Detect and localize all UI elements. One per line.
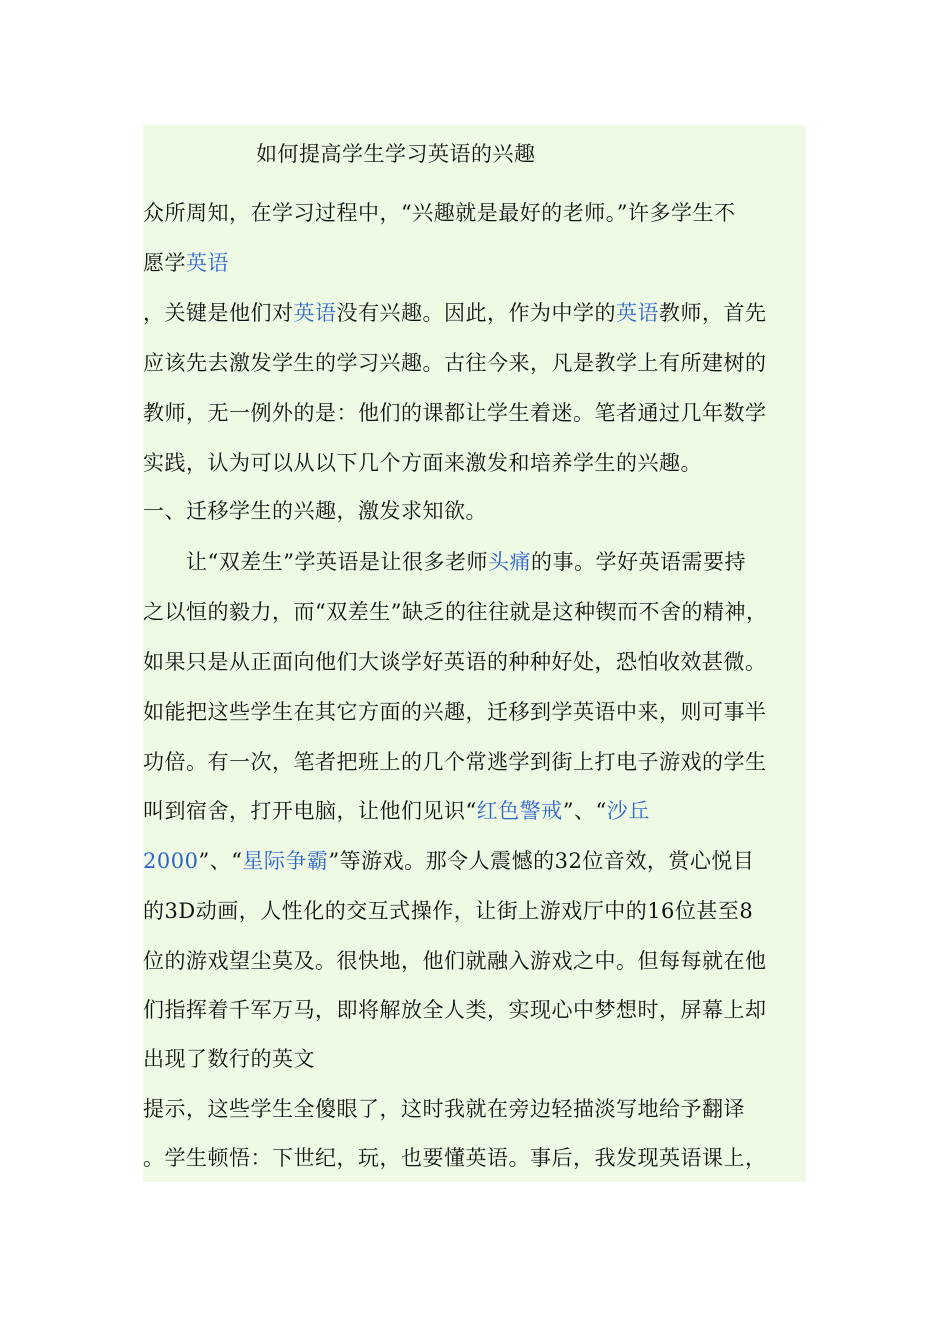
document-title: 如何提高学生学习英语的兴趣: [256, 142, 536, 166]
keyword-link[interactable]: 星际争霸: [242, 849, 329, 873]
paragraph-line: 2000”、“星际争霸”等游戏。那令人震憾的32位音效，赏心悦目: [143, 849, 755, 873]
paragraph-line: 。学生顿悟：下世纪，玩，也要懂英语。事后，我发现英语课上，: [143, 1146, 767, 1170]
section-heading: 一、迁移学生的兴趣，激发求知欲。: [143, 499, 487, 523]
paragraph-line: 愿学英语: [143, 251, 229, 275]
keyword-link[interactable]: 红色警戒: [476, 799, 563, 823]
paragraph-line: 让“双差生”学英语是让很多老师头痛的事。学好英语需要持: [143, 550, 746, 574]
paragraph-line: 们指挥着千军万马，即将解放全人类，实现心中梦想时，屏幕上却: [143, 998, 767, 1022]
paragraph-line: 的3D动画，人性化的交互式操作，让街上游戏厅中的16位甚至8: [143, 899, 754, 923]
paragraph-line: 提示，这些学生全傻眼了，这时我就在旁边轻描淡写地给予翻译: [143, 1097, 745, 1121]
paragraph-line: 叫到宿舍，打开电脑，让他们见识“红色警戒”、“沙丘: [143, 799, 650, 823]
keyword-link[interactable]: 英语: [186, 251, 229, 275]
keyword-link[interactable]: 2000: [143, 849, 199, 873]
keyword-link[interactable]: 头痛: [487, 550, 531, 574]
paragraph-line: 教师，无一例外的是：他们的课都让学生着迷。笔者通过几年数学: [143, 401, 767, 425]
paragraph-line: ，关键是他们对英语没有兴趣。因此，作为中学的英语教师，首先: [143, 301, 767, 325]
document-content: [143, 125, 806, 1182]
paragraph-line: 出现了数行的英文: [143, 1047, 315, 1071]
keyword-link[interactable]: 英语: [293, 301, 337, 325]
paragraph-line: 功倍。有一次，笔者把班上的几个常逃学到街上打电子游戏的学生: [143, 750, 767, 774]
paragraph-line: 众所周知，在学习过程中，“兴趣就是最好的老师。”许多学生不: [143, 201, 736, 225]
paragraph-line: 如能把这些学生在其它方面的兴趣，迁移到学英语中来，则可事半: [143, 700, 767, 724]
paragraph-line: 之以恒的毅力，而“双差生”缺乏的往往就是这种锲而不舍的精神，: [143, 600, 768, 624]
paragraph-line: 位的游戏望尘莫及。很快地，他们就融入游戏之中。但每每就在他: [143, 949, 767, 973]
keyword-link[interactable]: 英语: [616, 301, 659, 325]
paragraph-line: 应该先去激发学生的学习兴趣。古往今来，凡是教学上有所建树的: [143, 351, 767, 375]
keyword-link[interactable]: 沙丘: [606, 799, 650, 823]
paragraph-line: 如果只是从正面向他们大谈学好英语的种种好处，恐怕收效甚微。: [143, 650, 767, 674]
paragraph-line: 实践，认为可以从以下几个方面来激发和培养学生的兴趣。: [143, 451, 702, 475]
